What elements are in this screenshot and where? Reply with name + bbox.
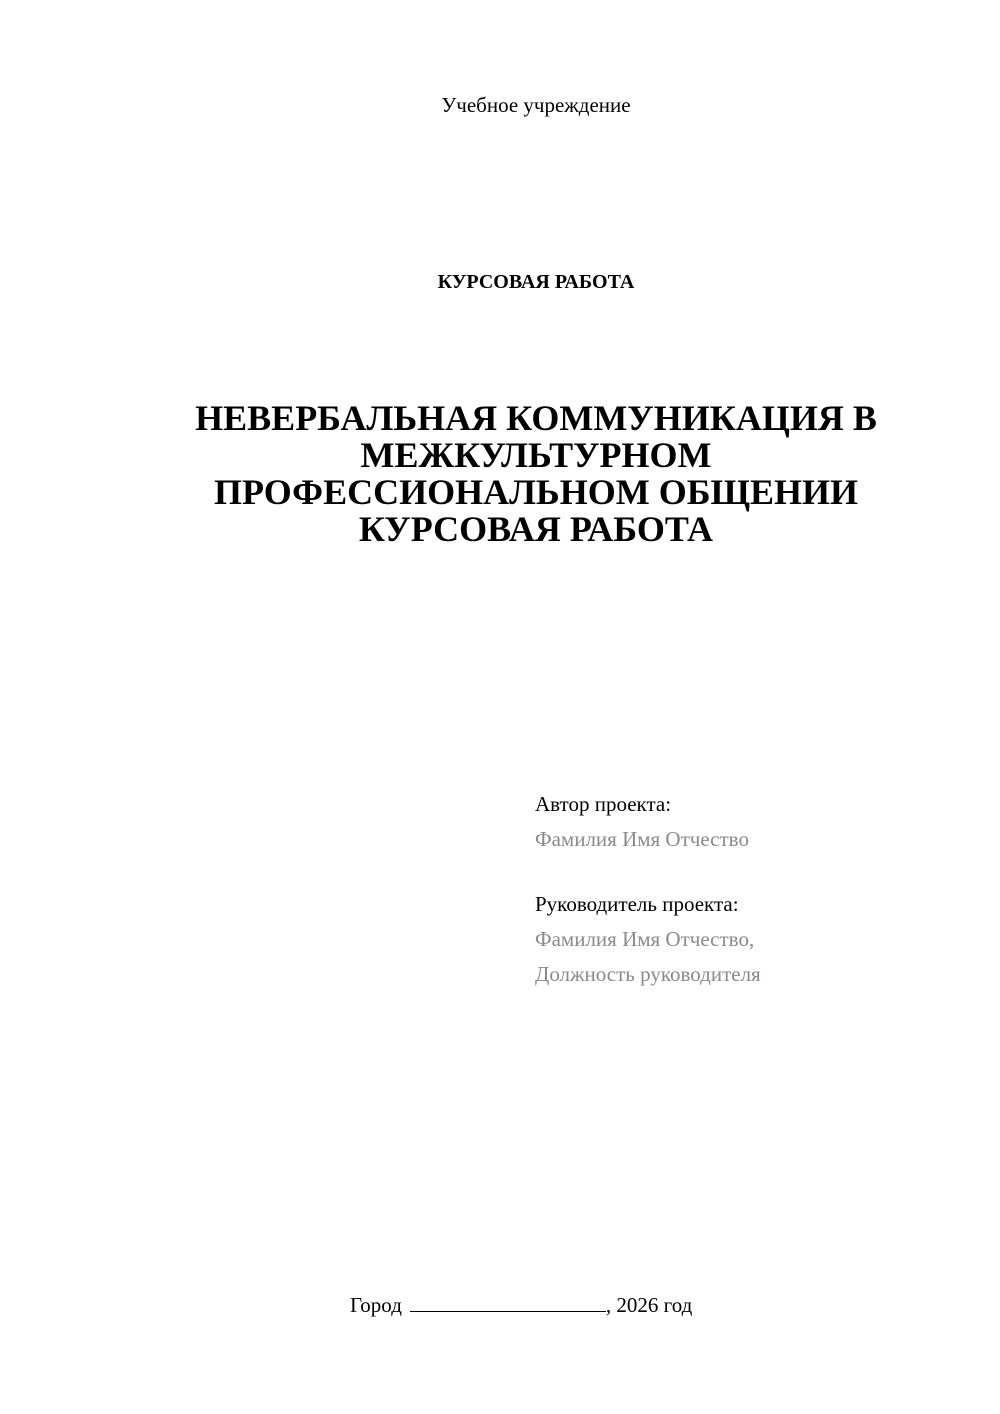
city-year-line bbox=[350, 1290, 770, 1320]
year-text: , 2026 год bbox=[605, 1293, 693, 1317]
author-name-placeholder: Фамилия Имя Отчество bbox=[535, 827, 749, 851]
document-title bbox=[150, 400, 922, 548]
title-line: НЕВЕРБАЛЬНАЯ КОММУНИКАЦИЯ В bbox=[195, 398, 877, 438]
work-type-heading: КУРСОВАЯ РАБОТА bbox=[437, 271, 635, 293]
title-line: КУРСОВАЯ РАБОТА bbox=[358, 509, 714, 549]
supervisor-block bbox=[535, 887, 975, 992]
city-label: Город bbox=[350, 1293, 402, 1317]
institution-name: Учебное учреждение bbox=[441, 93, 631, 117]
signature-section bbox=[535, 787, 975, 1022]
author-block bbox=[535, 787, 975, 857]
supervisor-name-placeholder: Фамилия Имя Отчество, bbox=[535, 927, 755, 951]
title-line: МЕЖКУЛЬТУРНОМ bbox=[360, 435, 712, 475]
title-line: ПРОФЕССИОНАЛЬНОМ ОБЩЕНИИ bbox=[213, 472, 859, 512]
author-label: Автор проекта: bbox=[535, 792, 672, 816]
supervisor-position-placeholder: Должность руководителя bbox=[535, 962, 761, 986]
supervisor-label: Руководитель проекта: bbox=[535, 892, 739, 916]
city-blank-line bbox=[410, 1290, 606, 1312]
